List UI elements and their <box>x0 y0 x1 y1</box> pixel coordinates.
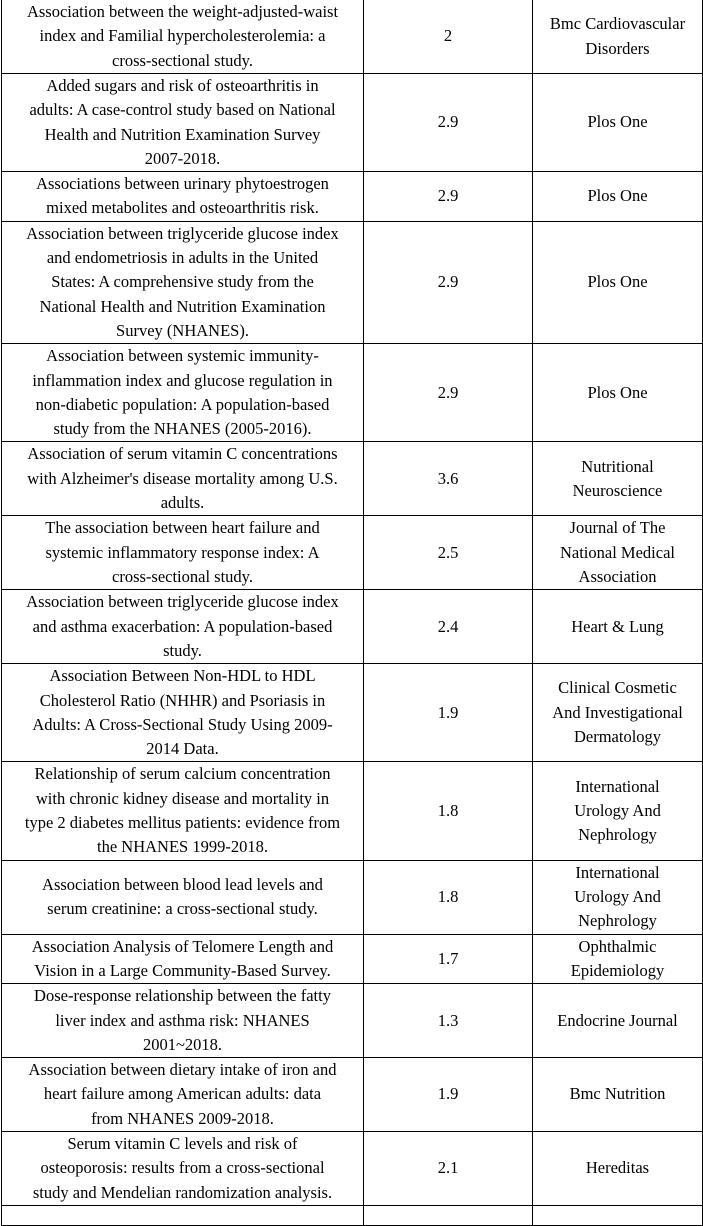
paper-title-cell: Associations between urinary phytoestrogen mixed metabolites and osteoarthritis risk. <box>2 172 364 222</box>
impact-factor-cell: 2.4 <box>364 590 533 664</box>
table-row <box>2 221 703 343</box>
journal-cell: Ophthalmic Epidemiology <box>533 934 703 984</box>
table-row <box>2 664 703 762</box>
table-row <box>2 74 703 172</box>
paper-title-cell: Serum vitamin C levels and risk of osteoporosis: results from a cross-sectional study and Mendelian randomization analysis. <box>2 1131 364 1205</box>
table-row <box>2 762 703 860</box>
table-row <box>2 984 703 1058</box>
journal-cell: Nutritional Neuroscience <box>533 442 703 516</box>
impact-factor-cell: 1.8 <box>364 860 533 934</box>
table-row-partial <box>2 1205 703 1225</box>
impact-factor-cell: 2.1 <box>364 1131 533 1205</box>
journal-cell: Plos One <box>533 172 703 222</box>
table-row <box>2 590 703 664</box>
table-body <box>2 0 703 1225</box>
paper-title-cell: Association between dietary intake of iron and heart failure among American adults: data from NHANES 2009-2018. <box>2 1058 364 1132</box>
table-row <box>2 0 703 74</box>
empty-cell <box>2 1205 364 1225</box>
journal-cell: Bmc Cardiovascular Disorders <box>533 0 703 74</box>
journal-cell: Endocrine Journal <box>533 984 703 1058</box>
table-row <box>2 934 703 984</box>
journal-cell: Plos One <box>533 74 703 172</box>
paper-title-cell: Association between triglyceride glucose index and endometriosis in adults in the United States: A comprehensive study from the National Health and Nutrition Examination Survey (NHANES). <box>2 221 364 343</box>
impact-factor-cell: 3.6 <box>364 442 533 516</box>
table-row <box>2 344 703 442</box>
paper-title-cell: Relationship of serum calcium concentration with chronic kidney disease and mortality in type 2 diabetes mellitus patients: evidence from the NHANES 1999-2018. <box>2 762 364 860</box>
impact-factor-cell: 1.3 <box>364 984 533 1058</box>
impact-factor-cell: 2.9 <box>364 344 533 442</box>
paper-title-cell: Association Analysis of Telomere Length and Vision in a Large Community-Based Survey. <box>2 934 364 984</box>
impact-factor-cell: 2 <box>364 0 533 74</box>
table-row <box>2 860 703 934</box>
impact-factor-cell: 2.9 <box>364 74 533 172</box>
journal-cell: Plos One <box>533 221 703 343</box>
impact-factor-cell: 1.9 <box>364 1058 533 1132</box>
impact-factor-cell: 2.5 <box>364 516 533 590</box>
journal-cell: International Urology And Nephrology <box>533 860 703 934</box>
journal-cell: Clinical Cosmetic And Investigational Dermatology <box>533 664 703 762</box>
journal-cell: Bmc Nutrition <box>533 1058 703 1132</box>
paper-title-cell: Association Between Non-HDL to HDL Cholesterol Ratio (NHHR) and Psoriasis in Adults: A Cross-Sectional Study Using 2009- 2014 Data. <box>2 664 364 762</box>
journal-cell: Journal of The National Medical Association <box>533 516 703 590</box>
paper-title-cell: Association of serum vitamin C concentrations with Alzheimer's disease mortality among U.S. adults. <box>2 442 364 516</box>
table-row <box>2 516 703 590</box>
impact-factor-cell: 1.8 <box>364 762 533 860</box>
impact-factor-cell: 2.9 <box>364 172 533 222</box>
journal-cell: Heart & Lung <box>533 590 703 664</box>
paper-title-cell: Association between systemic immunity- inflammation index and glucose regulation in non-diabetic population: A population-based study from the NHANES (2005-2016). <box>2 344 364 442</box>
table-row <box>2 172 703 222</box>
empty-cell <box>364 1205 533 1225</box>
publications-table <box>1 0 703 1226</box>
journal-cell: International Urology And Nephrology <box>533 762 703 860</box>
impact-factor-cell: 1.9 <box>364 664 533 762</box>
paper-title-cell: Association between triglyceride glucose index and asthma exacerbation: A population-based study. <box>2 590 364 664</box>
table-row <box>2 1058 703 1132</box>
paper-title-cell: Dose-response relationship between the fatty liver index and asthma risk: NHANES 2001~2018. <box>2 984 364 1058</box>
paper-title-cell: Association between the weight-adjusted-waist index and Familial hypercholesterolemia: a cross-sectional study. <box>2 0 364 74</box>
empty-cell <box>533 1205 703 1225</box>
paper-title-cell: The association between heart failure and systemic inflammatory response index: A cross-sectional study. <box>2 516 364 590</box>
paper-title-cell: Association between blood lead levels and serum creatinine: a cross-sectional study. <box>2 860 364 934</box>
impact-factor-cell: 2.9 <box>364 221 533 343</box>
journal-cell: Hereditas <box>533 1131 703 1205</box>
journal-cell: Plos One <box>533 344 703 442</box>
table-row <box>2 442 703 516</box>
table-row <box>2 1131 703 1205</box>
impact-factor-cell: 1.7 <box>364 934 533 984</box>
paper-title-cell: Added sugars and risk of osteoarthritis in adults: A case-control study based on National Health and Nutrition Examination Survey 2007-2018. <box>2 74 364 172</box>
